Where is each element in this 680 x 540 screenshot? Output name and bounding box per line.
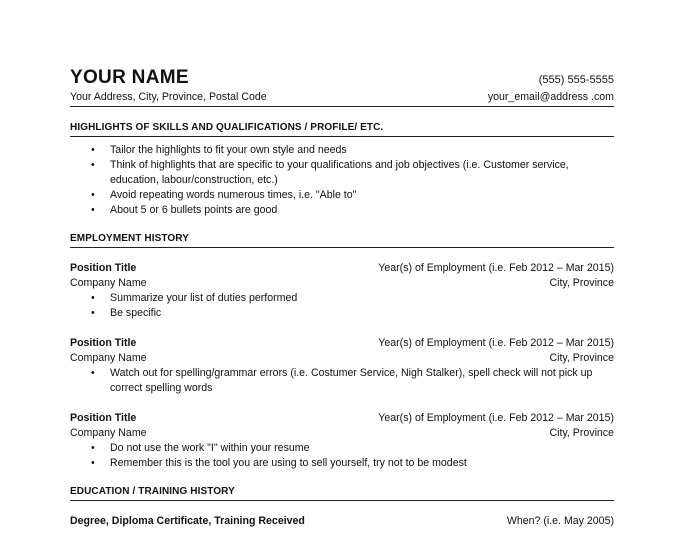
degree-title: Degree, Diploma Certificate, Training Received — [70, 515, 305, 527]
phone-number: (555) 555-5555 — [538, 74, 614, 86]
company-name: Company Name — [70, 427, 147, 439]
job-location: City, Province — [549, 427, 614, 439]
bullet-icon: • — [91, 189, 95, 201]
job-entry — [70, 261, 614, 321]
job-entry — [70, 336, 614, 396]
list-item: • Remember this is the tool you are using to sell yourself, try not to be modest — [91, 457, 467, 469]
list-item: • Do not use the work "I" within your resume — [91, 442, 310, 454]
bullet-icon: • — [91, 292, 95, 304]
company-name: Company Name — [70, 277, 147, 289]
bullet-icon: • — [91, 144, 95, 156]
list-item: • Watch out for spelling/grammar errors (i.e. Costumer Service, Nigh Stalker), spell check will not pick up correct spelling words — [91, 367, 593, 394]
applicant-name: YOUR NAME — [70, 67, 189, 88]
bullet-icon: • — [91, 457, 95, 469]
highlights-list — [70, 143, 614, 218]
education-section-title: EDUCATION / TRAINING HISTORY — [70, 484, 614, 501]
education-entry — [70, 514, 614, 529]
bullet-icon: • — [91, 442, 95, 454]
job-location: City, Province — [549, 352, 614, 364]
list-item: • About 5 or 6 bullets points are good — [91, 204, 278, 216]
position-title: Position Title — [70, 262, 137, 274]
bullet-icon: • — [91, 367, 95, 379]
job-entry — [70, 411, 614, 471]
education-date: When? (i.e. May 2005) — [506, 515, 614, 527]
list-item: • Think of highlights that are specific to your qualifications and job objectives (i.e. Customer service, education, labour/construction, etc.) — [91, 159, 569, 186]
address-row — [70, 90, 614, 107]
job-location: City, Province — [549, 277, 614, 289]
address: Your Address, City, Province, Postal Code — [70, 91, 267, 103]
list-item: • Be specific — [91, 307, 162, 319]
employment-years: Year(s) of Employment (i.e. Feb 2012 – Mar 2015) — [378, 337, 614, 349]
employment-years: Year(s) of Employment (i.e. Feb 2012 – Mar 2015) — [378, 262, 614, 274]
bullet-icon: • — [91, 204, 95, 216]
resume-page — [70, 66, 614, 529]
list-item: • Avoid repeating words numerous times, i.e. "Able to" — [91, 189, 357, 201]
header-row — [70, 66, 614, 90]
employment-section-title: EMPLOYMENT HISTORY — [70, 231, 614, 248]
position-title: Position Title — [70, 337, 137, 349]
highlights-section-title: HIGHLIGHTS OF SKILLS AND QUALIFICATIONS / PROFILE/ ETC. — [70, 120, 614, 137]
list-item: • Summarize your list of duties performed — [91, 292, 298, 304]
employment-years: Year(s) of Employment (i.e. Feb 2012 – Mar 2015) — [378, 412, 614, 424]
email: your_email@address .com — [487, 91, 614, 103]
list-item: • Tailor the highlights to fit your own style and needs — [91, 144, 347, 156]
bullet-icon: • — [91, 159, 95, 171]
company-name: Company Name — [70, 352, 147, 364]
bullet-icon: • — [91, 307, 95, 319]
position-title: Position Title — [70, 412, 137, 424]
